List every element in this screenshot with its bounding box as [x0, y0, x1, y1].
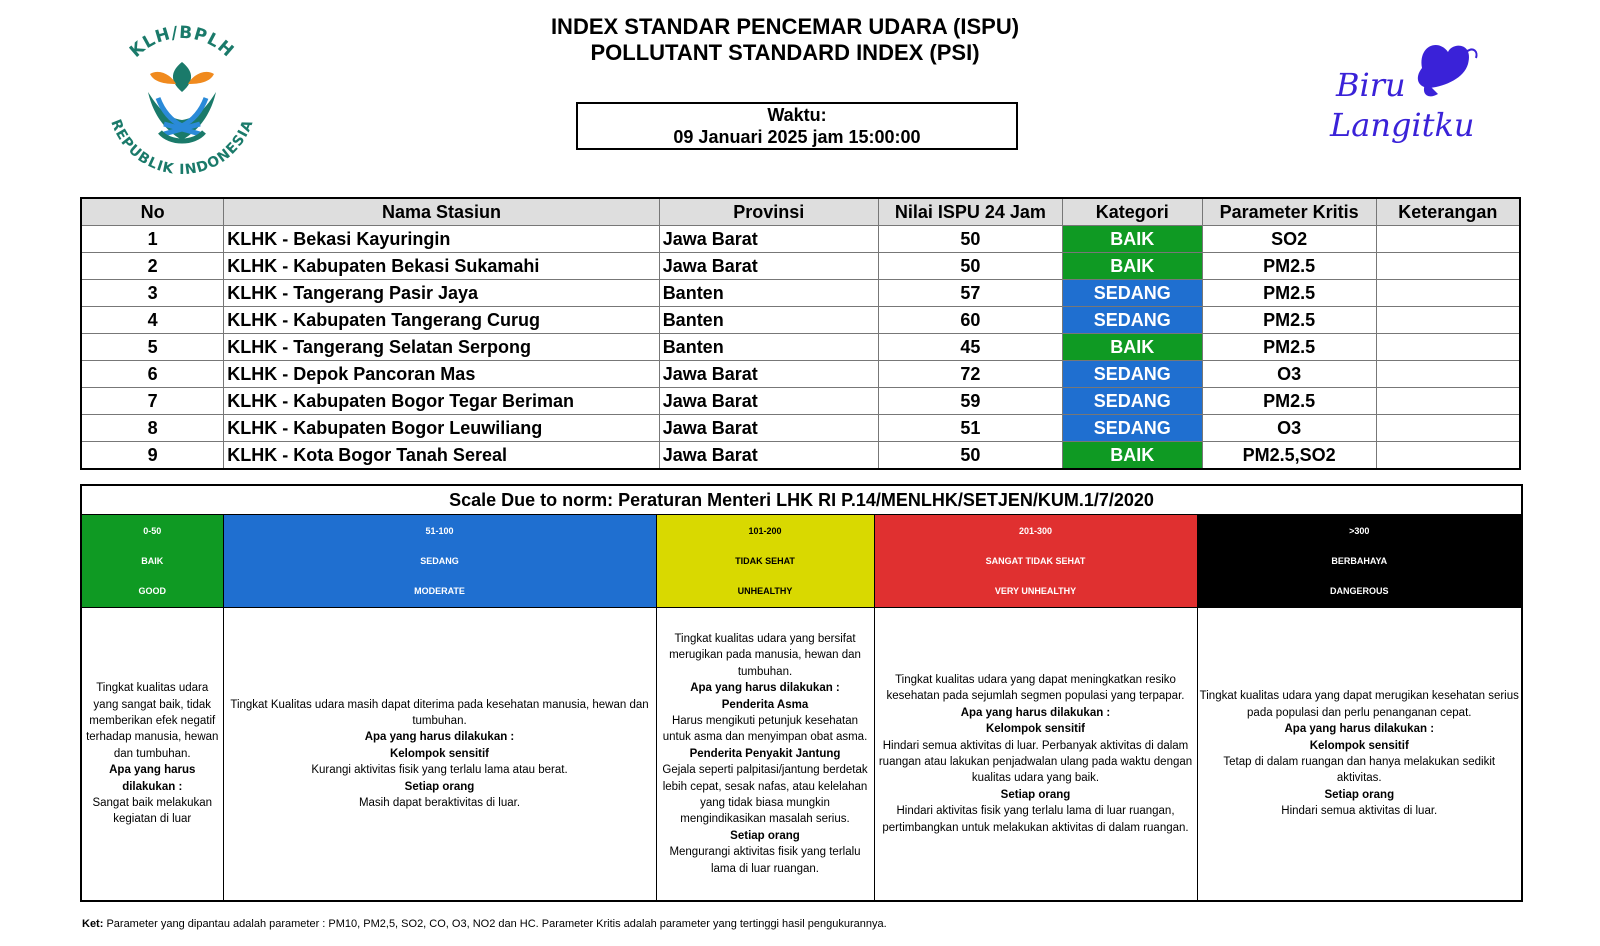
col-header: Provinsi	[659, 198, 878, 226]
row-kategori: SEDANG	[1062, 388, 1202, 415]
row-provinsi: Banten	[659, 307, 878, 334]
description-line: Tingkat kualitas udara yang dapat meningkatkan resiko kesehatan pada sejumlah segmen populasi yang terpapar.	[886, 673, 1185, 703]
description-line: Setiap orang	[730, 829, 800, 842]
row-parameter: PM2.5	[1202, 334, 1376, 361]
band-range: >300	[1349, 526, 1370, 536]
waktu-label: Waktu:	[767, 105, 827, 125]
logo-bottom-text: REPUBLIK INDONESIA	[107, 117, 257, 178]
band-en: DANGEROUS	[1330, 586, 1389, 596]
row-keterangan	[1376, 388, 1520, 415]
table-header-row	[81, 198, 1520, 226]
ispu-table	[80, 197, 1521, 470]
description-line: Apa yang harus dilakukan :	[960, 706, 1111, 719]
row-no: 9	[81, 442, 224, 470]
band-id: TIDAK SEHAT	[735, 556, 795, 566]
row-parameter: PM2.5	[1202, 307, 1376, 334]
row-parameter: PM2.5	[1202, 388, 1376, 415]
description-line: Kurangi aktivitas fisik yang terlalu lama atau berat.	[311, 764, 568, 777]
scale-band	[81, 515, 223, 608]
table-row	[81, 442, 1520, 470]
scale-description	[874, 608, 1197, 902]
page-title: INDEX STANDAR PENCEMAR UDARA (ISPU)	[550, 14, 1020, 39]
description-line: Setiap orang	[404, 780, 475, 793]
band-en: MODERATE	[414, 586, 465, 596]
row-stasiun: KLHK - Tangerang Selatan Serpong	[224, 334, 659, 361]
page-subtitle: POLLUTANT STANDARD INDEX (PSI)	[590, 40, 980, 65]
row-parameter: PM2.5	[1202, 280, 1376, 307]
row-no: 5	[81, 334, 224, 361]
row-nilai: 57	[878, 280, 1062, 307]
description-line: Hindari aktivitas fisik yang terlalu lama di luar ruangan, pertimbangkan untuk melakukan aktivitas di dalam ruangan.	[882, 805, 1189, 834]
footnote-label: Ket:	[82, 918, 104, 930]
description-line: Harus mengikuti petunjuk kesehatan untuk asma dan menyimpan obat asma.	[662, 714, 868, 744]
description-line: Setiap orang	[1000, 788, 1071, 801]
table-row	[81, 361, 1520, 388]
row-stasiun: KLHK - Depok Pancoran Mas	[224, 361, 659, 388]
row-kategori: SEDANG	[1062, 280, 1202, 307]
description-line: Tetap di dalam ruangan dan hanya melakukan sedikit aktivitas.	[1223, 756, 1496, 785]
logo-top-text: KLH/BPLH	[126, 22, 238, 62]
band-en: UNHEALTHY	[737, 586, 793, 596]
band-en: GOOD	[138, 586, 166, 596]
description-line: Apa yang harus dilakukan :	[690, 682, 840, 695]
row-provinsi: Jawa Barat	[659, 361, 878, 388]
row-kategori: BAIK	[1062, 226, 1202, 253]
row-no: 4	[81, 307, 224, 334]
row-parameter: O3	[1202, 361, 1376, 388]
row-keterangan	[1376, 334, 1520, 361]
row-nilai: 72	[878, 361, 1062, 388]
scale-description	[656, 608, 874, 902]
scale-header: Scale Due to norm: Peraturan Menteri LHK RI P.14/MENLHK/SETJEN/KUM.1/7/2020	[81, 485, 1522, 515]
scale-table	[80, 484, 1523, 902]
row-kategori: BAIK	[1062, 442, 1202, 470]
description-line: Tingkat kualitas udara yang sangat baik, tidak memberikan efek negatif terhadap manusia, hewan dan tumbuhan.	[86, 682, 219, 760]
description-line: Kelompok sensitif	[389, 747, 490, 760]
row-parameter: O3	[1202, 415, 1376, 442]
description-line: Kelompok sensitif	[1309, 739, 1409, 752]
col-header: Nama Stasiun	[224, 198, 659, 226]
row-nilai: 50	[878, 226, 1062, 253]
description-line: Tingkat kualitas udara yang bersifat merugikan pada manusia, hewan dan tumbuhan.	[669, 632, 861, 678]
description-line: Sangat baik melakukan kegiatan di luar	[92, 797, 213, 826]
row-nilai: 59	[878, 388, 1062, 415]
description-line: Mengurangi aktivitas fisik yang terlalu lama di luar ruangan.	[669, 846, 861, 875]
scale-band	[656, 515, 874, 608]
row-no: 8	[81, 415, 224, 442]
row-provinsi: Jawa Barat	[659, 253, 878, 280]
row-keterangan	[1376, 442, 1520, 470]
description-line: Hindari semua aktivitas di luar. Perbanyak aktivitas di dalam ruangan atau lakukan penjadwalan ulang pada waktu dengan kualitas udara yang baik.	[878, 739, 1193, 785]
row-no: 1	[81, 226, 224, 253]
scale-description	[81, 608, 223, 902]
row-stasiun: KLHK - Kabupaten Bogor Tegar Beriman	[224, 388, 659, 415]
row-keterangan	[1376, 415, 1520, 442]
row-nilai: 60	[878, 307, 1062, 334]
col-header: Kategori	[1062, 198, 1202, 226]
row-kategori: SEDANG	[1062, 361, 1202, 388]
description-line: Hindari semua aktivitas di luar.	[1281, 805, 1438, 818]
table-row	[81, 280, 1520, 307]
row-no: 2	[81, 253, 224, 280]
band-en: VERY UNHEALTHY	[994, 586, 1077, 596]
band-id: SEDANG	[420, 556, 459, 566]
row-kategori: BAIK	[1062, 334, 1202, 361]
row-keterangan	[1376, 226, 1520, 253]
row-provinsi: Banten	[659, 334, 878, 361]
row-stasiun: KLHK - Bekasi Kayuringin	[224, 226, 659, 253]
scale-band	[223, 515, 656, 608]
table-row	[81, 388, 1520, 415]
row-keterangan	[1376, 280, 1520, 307]
row-provinsi: Banten	[659, 280, 878, 307]
band-range: 51-100	[425, 526, 454, 536]
col-header: Keterangan	[1376, 198, 1520, 226]
row-kategori: SEDANG	[1062, 307, 1202, 334]
table-row	[81, 307, 1520, 334]
col-header: Parameter Kritis	[1202, 198, 1376, 226]
band-range: 0-50	[143, 526, 162, 536]
row-stasiun: KLHK - Kabupaten Tangerang Curug	[224, 307, 659, 334]
row-no: 3	[81, 280, 224, 307]
col-header: Nilai ISPU 24 Jam	[878, 198, 1062, 226]
band-id: BERBAHAYA	[1331, 556, 1388, 566]
row-stasiun: KLHK - Kabupaten Bogor Leuwiliang	[224, 415, 659, 442]
description-line: Apa yang harus dilakukan :	[364, 731, 515, 744]
description-line: Apa yang harus dilakukan :	[1284, 723, 1435, 736]
table-row	[81, 334, 1520, 361]
row-provinsi: Jawa Barat	[659, 442, 878, 470]
scale-description	[223, 608, 656, 902]
col-header: No	[81, 198, 224, 226]
logo-line1: Biru	[1336, 66, 1406, 104]
description-line: Apa yang harus dilakukan :	[109, 764, 196, 793]
row-nilai: 45	[878, 334, 1062, 361]
row-no: 6	[81, 361, 224, 388]
band-range: 201-300	[1018, 526, 1053, 536]
band-id: SANGAT TIDAK SEHAT	[985, 556, 1086, 566]
row-stasiun: KLHK - Kota Bogor Tanah Sereal	[224, 442, 659, 470]
row-provinsi: Jawa Barat	[659, 388, 878, 415]
row-kategori: SEDANG	[1062, 415, 1202, 442]
description-line: Penderita Asma	[721, 698, 809, 711]
waktu-box	[576, 102, 1018, 150]
band-id: BAIK	[141, 556, 164, 566]
row-no: 7	[81, 388, 224, 415]
logo-line2: Langitku	[1330, 106, 1475, 144]
waktu-value: 09 Januari 2025 jam 15:00:00	[673, 127, 921, 147]
scale-description	[1197, 608, 1522, 902]
row-stasiun: KLHK - Tangerang Pasir Jaya	[224, 280, 659, 307]
row-keterangan	[1376, 307, 1520, 334]
row-parameter: PM2.5	[1202, 253, 1376, 280]
scale-band	[874, 515, 1197, 608]
row-nilai: 50	[878, 253, 1062, 280]
footnote-text: Parameter yang dipantau adalah parameter : PM10, PM2,5, SO2, CO, O3, NO2 dan HC. Parameter Kritis adalah parameter yang tertinggi hasil pengukurannya.	[103, 918, 887, 930]
row-keterangan	[1376, 361, 1520, 388]
row-nilai: 50	[878, 442, 1062, 470]
description-line: Gejala seperti palpitasi/jantung berdetak lebih cepat, sesak nafas, atau kelelahan yang tidak biasa mungkin mengindikasikan masalah serius.	[662, 764, 868, 826]
row-provinsi: Jawa Barat	[659, 226, 878, 253]
row-keterangan	[1376, 253, 1520, 280]
band-range: 101-200	[748, 526, 782, 536]
row-nilai: 51	[878, 415, 1062, 442]
footnote	[82, 918, 887, 930]
description-line: Penderita Penyakit Jantung	[689, 747, 841, 760]
table-row	[81, 415, 1520, 442]
description-line: Tingkat Kualitas udara masih dapat diterima pada kesehatan manusia, hewan dan tumbuhan.	[230, 698, 649, 727]
table-row	[81, 253, 1520, 280]
row-parameter: SO2	[1202, 226, 1376, 253]
description-line: Tingkat kualitas udara yang dapat merugikan kesehatan serius pada populasi dan perlu penanganan cepat.	[1199, 690, 1519, 719]
row-kategori: BAIK	[1062, 253, 1202, 280]
row-stasiun: KLHK - Kabupaten Bekasi Sukamahi	[224, 253, 659, 280]
scale-band	[1197, 515, 1522, 608]
table-row	[81, 226, 1520, 253]
description-line: Setiap orang	[1324, 788, 1395, 801]
row-parameter: PM2.5,SO2	[1202, 442, 1376, 470]
description-line: Masih dapat beraktivitas di luar.	[358, 797, 521, 810]
description-line: Kelompok sensitif	[985, 723, 1086, 736]
row-provinsi: Jawa Barat	[659, 415, 878, 442]
